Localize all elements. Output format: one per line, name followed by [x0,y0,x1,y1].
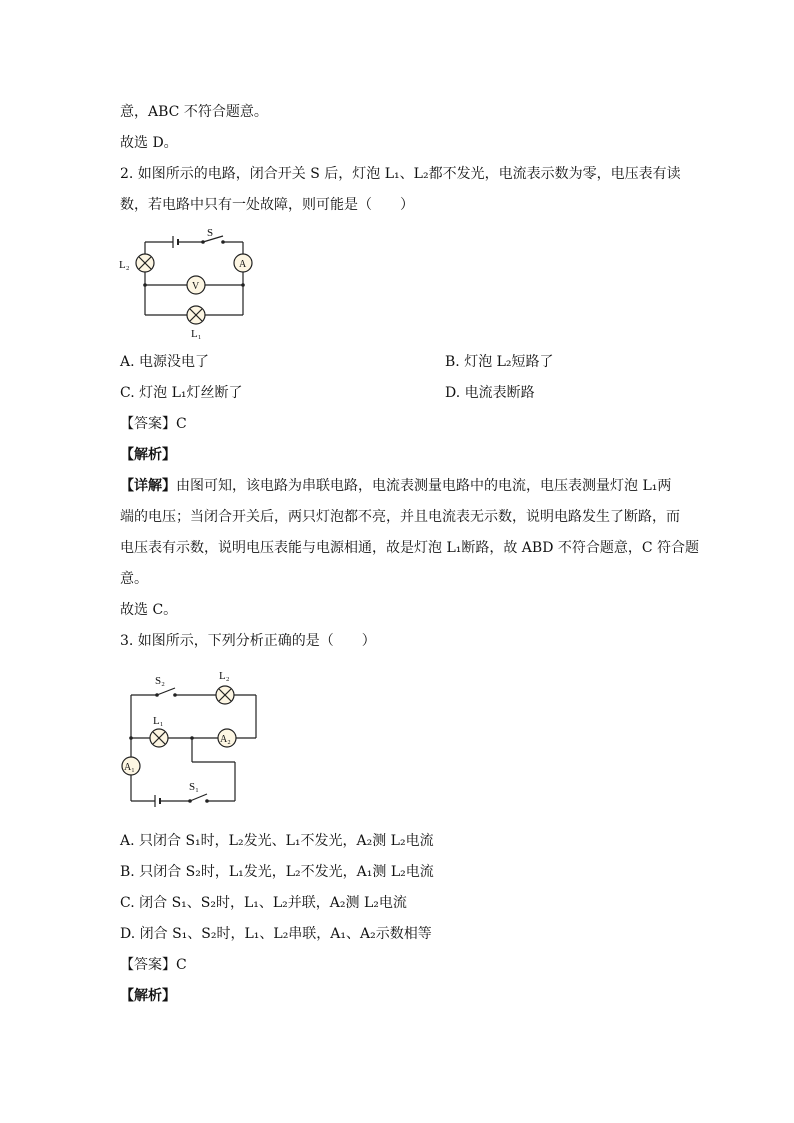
q2-detail-text-1: 由图可知，该电路为串联电路，电流表测量电路中的电流，电压表测量灯泡 L₁两 [176,478,672,494]
q3-option-c: C. 闭合 S₁、S₂时，L₁、L₂并联，A₂测 L₂电流 [120,895,407,911]
prev-text-line: 意，ABC 不符合题意。 [120,104,268,120]
q3-analysis-heading: 【解析】 [120,988,176,1004]
q2-detail-line-2: 端的电压；当闭合开关后，两只灯泡都不亮，并且电流表无示数，说明电路发生了断路，而 [120,509,680,525]
q3-label-s1: S₁ [189,781,199,793]
q2-label-s: S [207,227,214,239]
q2-lamp-l1-icon [187,306,205,324]
q2-answer: 【答案】C [120,416,187,432]
q3-option-d: D. 闭合 S₁、S₂时，L₁、L₂串联，A₁、A₂示数相等 [120,926,432,942]
q2-detail-line-3: 电压表有示数，说明电压表能与电源相通，故是灯泡 L₁断路，故 ABD 不符合题意，C 符合题 [120,540,700,556]
q2-label-l1: L₁ [191,328,202,340]
q2-detail-line-4: 意。 [120,571,148,587]
q3-label-a1: A₁ [124,762,135,773]
s1-blade [190,794,207,801]
q2-detail-tag: 【详解】 [120,478,176,494]
q2-option-d: D. 电流表断路 [445,385,535,401]
q2-circuit-diagram [115,222,265,342]
q3-answer: 【答案】C [120,957,187,973]
q2-option-b: B. 灯泡 L₂短路了 [445,354,554,370]
s2-blade [157,688,175,695]
q2-analysis-heading: 【解析】 [120,447,176,463]
q3-lamp-l2-icon [216,686,234,704]
q2-option-c: C. 灯泡 L₁灯丝断了 [120,385,243,401]
q3-label-a2: A₂ [220,734,231,745]
q2-label-v: V [192,281,200,292]
q2-label-a: A [239,259,247,270]
q2-label-l2: L₂ [119,259,130,271]
q3-stem: 3. 如图所示，下列分析正确的是（ ） [120,633,376,649]
q3-label-l2: L₂ [219,670,230,682]
q2-lamp-l2-icon [136,254,154,272]
q3-circuit-diagram [115,660,265,810]
q3-lamp-l1-icon [150,729,168,747]
q2-stem-line-2: 数，若电路中只有一处故障，则可能是（ ） [120,197,414,213]
q2-choose: 故选 C。 [120,602,178,618]
q2-option-a: A. 电源没电了 [120,354,210,370]
q2-stem-line-1: 2. 如图所示的电路，闭合开关 S 后，灯泡 L₁、L₂都不发光，电流表示数为零，电压表有读 [120,166,681,182]
prev-choose: 故选 D。 [120,135,178,151]
q3-label-l1: L₁ [153,715,164,727]
q2-detail-line-1 [120,476,671,496]
q3-option-b: B. 只闭合 S₂时，L₁发光，L₂不发光，A₁测 L₂电流 [120,864,434,880]
q3-option-a: A. 只闭合 S₁时，L₂发光、L₁不发光，A₂测 L₂电流 [120,833,434,849]
q3-label-s2: S₂ [155,675,165,687]
